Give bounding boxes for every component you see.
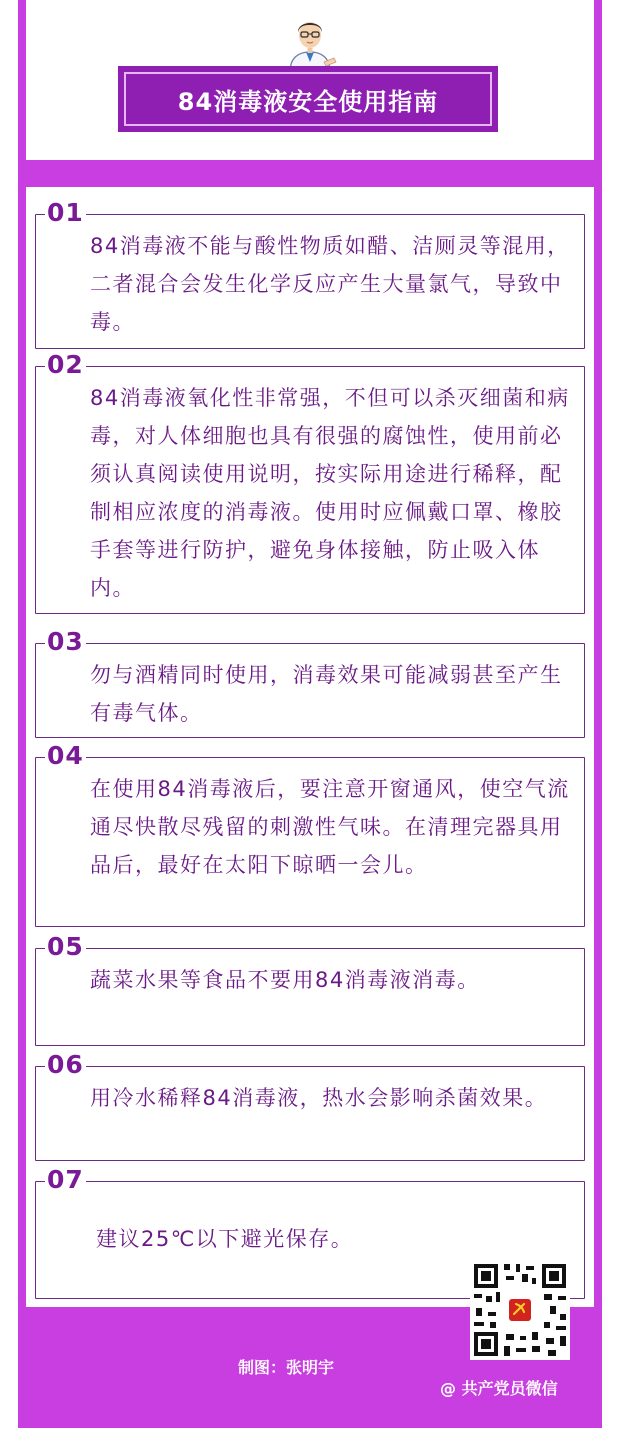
page-title: 84消毒液安全使用指南: [124, 72, 492, 126]
item-text: 84消毒液氧化性非常强，不但可以杀灭细菌和病毒，对人体细胞也具有很强的腐蚀性，使用前必须认真阅读使用说明，按实际用途进行稀释，配制相应浓度的消毒液。使用时应佩戴口罩、橡胶手套等进行防护，避免身体接触，防止吸入体内。: [90, 386, 570, 600]
item-text: 建议25℃以下避光保存。: [96, 1227, 354, 1251]
brand-watermark: @ 共产党员微信: [440, 1379, 558, 1398]
guide-item-01: [35, 198, 585, 349]
qr-code-icon: [470, 1260, 570, 1360]
item-text: 用冷水稀释84消毒液，热水会影响杀菌效果。: [90, 1086, 548, 1110]
item-text: 84消毒液不能与酸性物质如醋、洁厕灵等混用，二者混合会发生化学反应产生大量氯气，导致中毒。: [90, 234, 570, 334]
doctor-illustration-icon: [278, 10, 342, 72]
guide-item-03: [35, 627, 585, 738]
guide-item-02: [35, 350, 585, 614]
item-number: 01: [47, 198, 84, 227]
guide-item-06: [35, 1050, 585, 1161]
guide-item-04: [35, 741, 585, 927]
item-text: 在使用84消毒液后，要注意开窗通风，使空气流通尽快散尽残留的刺激性气味。在清理完器具用品后，最好在太阳下晾晒一会儿。: [90, 777, 570, 877]
title-banner: [118, 66, 498, 132]
item-number: 05: [47, 932, 84, 961]
guide-item-05: [35, 932, 585, 1046]
item-text: 勿与酒精同时使用，消毒效果可能减弱甚至产生有毒气体。: [90, 663, 563, 725]
item-text: 蔬菜水果等食品不要用84消毒液消毒。: [90, 968, 480, 992]
item-number: 02: [47, 350, 84, 379]
item-number: 03: [47, 627, 84, 656]
item-number: 06: [47, 1050, 84, 1079]
item-number: 07: [47, 1165, 84, 1194]
item-number: 04: [47, 741, 84, 770]
credit-text: 制图：张明宇: [238, 1358, 335, 1377]
